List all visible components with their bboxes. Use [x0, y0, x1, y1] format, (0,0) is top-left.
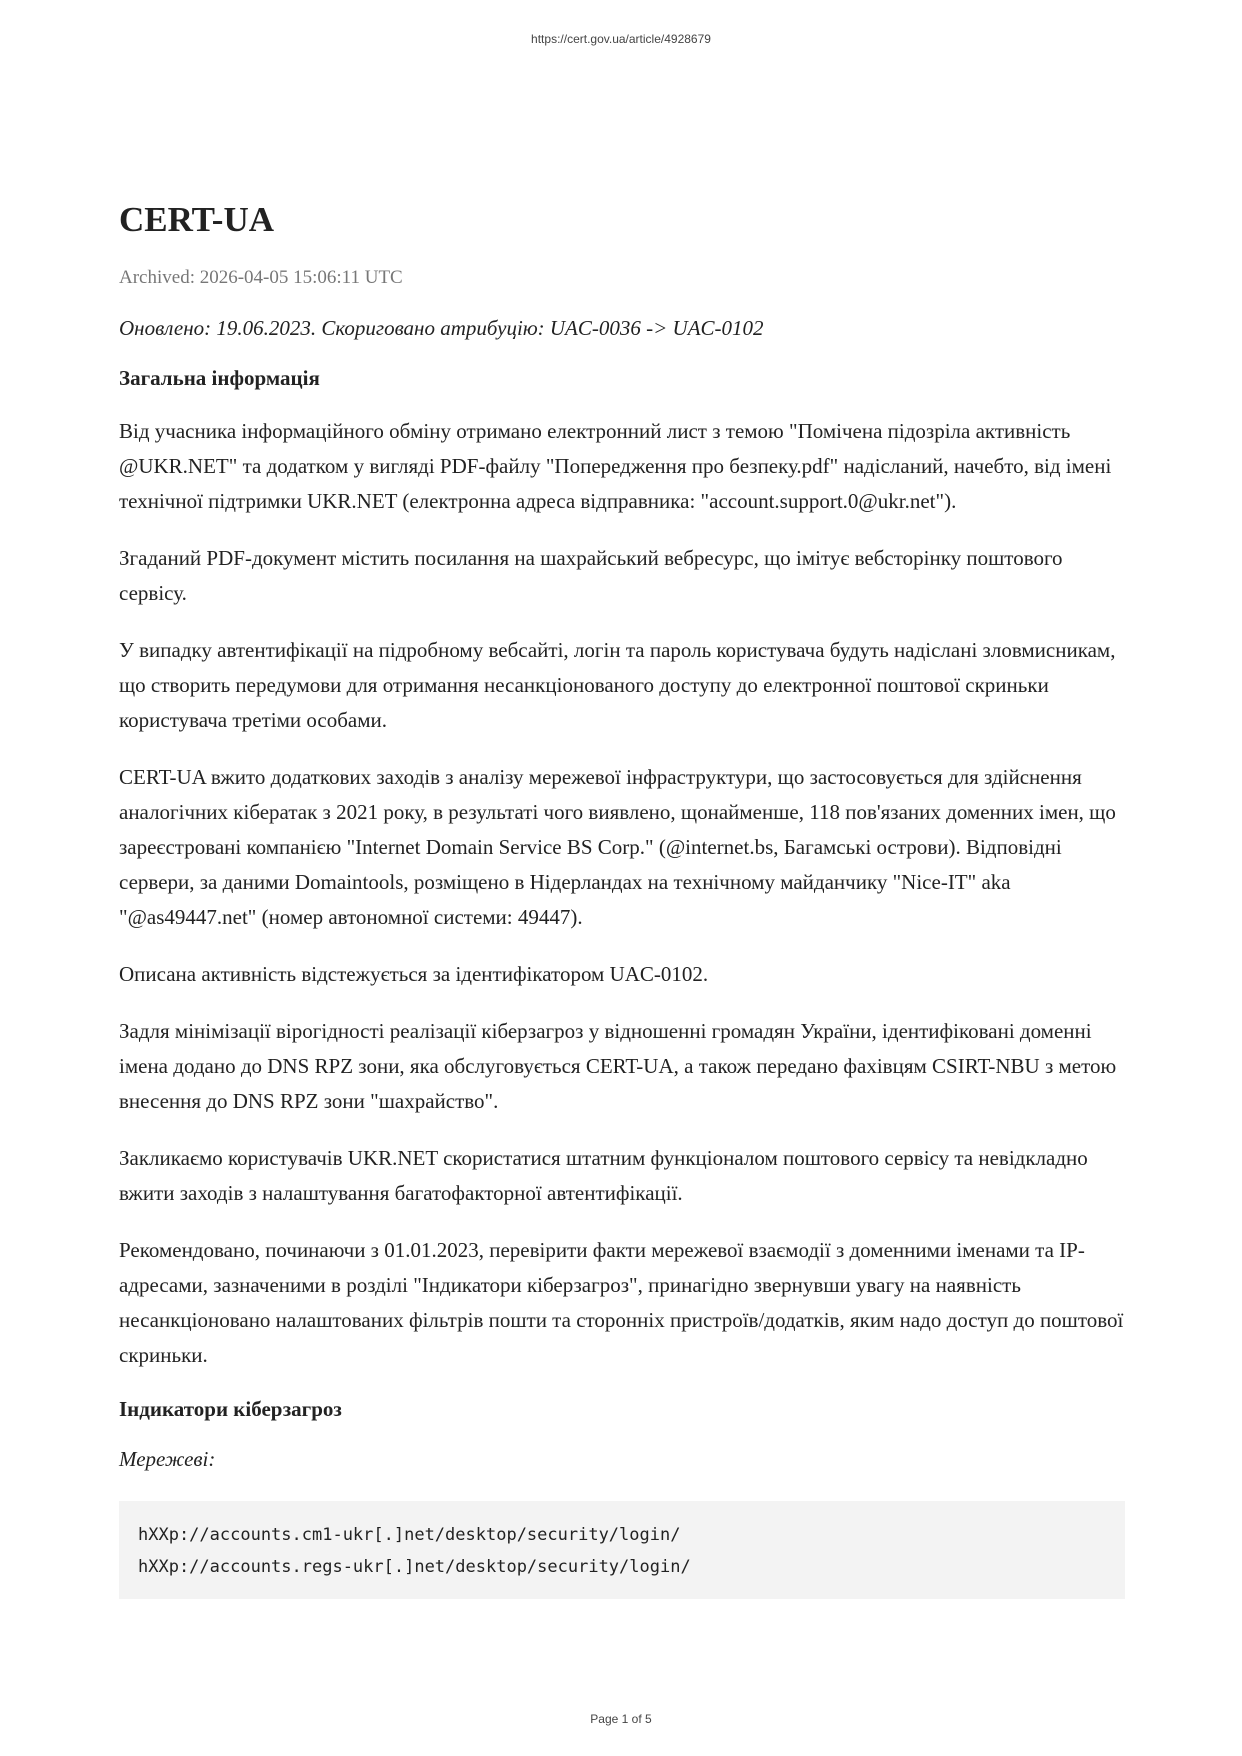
article-content	[119, 200, 1125, 1599]
paragraph: CERT-UA вжито додаткових заходів з аналізу мережевої інфраструктури, що застосовується для здійснення аналогічних кібератак з 2021 року, в результаті чого виявлено, щонайменше, 118 пов'язаних доменних імен, що зареєстровані компанією "Internet Domain Service BS Corp." (@internet.bs, Багамські острови). Відповідні сервери, за даними Domaintools, розміщено в Нідерландах на технічному майданчику "Nice-IT" aka "@as49447.net" (номер автономної системи: 49447).	[119, 765, 1116, 929]
paragraph: Згаданий PDF-документ містить посилання на шахрайський вебресурс, що імітує вебсторінку поштового сервісу.	[119, 546, 1063, 605]
page-number: Page 1 of 5	[590, 1712, 652, 1726]
indicator-url: hXXp://accounts.regs-ukr[.]net/desktop/security/login/	[138, 1557, 691, 1577]
paragraph: Від учасника інформаційного обміну отримано електронний лист з темою "Помічена підозріла активність @UKR.NET" та додатком у вигляді PDF-файлу "Попередження про безпеку.pdf" надісланий, начебто, від імені технічної підтримки UKR.NET (електронна адреса відправника: "account.support.0@ukr.net").	[119, 419, 1112, 513]
network-indicators-label: Мережеві:	[119, 1447, 216, 1471]
paragraph: Задля мінімізації вірогідності реалізації кіберзагроз у відношенні громадян України, ідентифіковані доменні імена додано до DNS RPZ зони, яка обслуговується CERT-UA, а також передано фахівцям CSIRT-NBU з метою внесення до DNS RPZ зони "шахрайство".	[119, 1019, 1117, 1113]
indicator-url: hXXp://accounts.cm1-ukr[.]net/desktop/security/login/	[138, 1525, 681, 1545]
paragraph: У випадку автентифікації на підробному вебсайті, логін та пароль користувача будуть надіслані зловмисникам, що створить передумови для отримання несанкціонованого доступу до електронної поштової скриньки користувача третіми особами.	[119, 638, 1116, 732]
indicators-heading: Індикатори кіберзагроз	[119, 1397, 342, 1421]
paragraph: Рекомендовано, починаючи з 01.01.2023, перевірити факти мережевої взаємодії з доменними іменами та IP-адресами, зазначеними в розділі "Індикатори кіберзагроз", принагідно звернувши увагу на наявність несанкціоновано налаштованих фільтрів пошти та сторонніх пристроїв/додатків, яким надо доступ до поштової скриньки.	[119, 1238, 1124, 1367]
paragraph: Описана активність відстежується за ідентифікатором UAC-0102.	[119, 962, 709, 986]
update-note: Оновлено: 19.06.2023. Скориговано атрибуцію: UAC-0036 -> UAC-0102	[119, 316, 764, 340]
paragraph: Закликаємо користувачів UKR.NET скористатися штатним функціоналом поштового сервісу та невідкладно вжити заходів з налаштування багатофакторної автентифікації.	[119, 1146, 1088, 1205]
archived-timestamp: Archived: 2026-04-05 15:06:11 UTC	[119, 267, 403, 288]
indicators-code-block	[119, 1501, 1125, 1599]
page-title: CERT-UA	[119, 200, 275, 239]
general-info-heading: Загальна інформація	[119, 366, 320, 390]
page-url: https://cert.gov.ua/article/4928679	[531, 32, 711, 46]
